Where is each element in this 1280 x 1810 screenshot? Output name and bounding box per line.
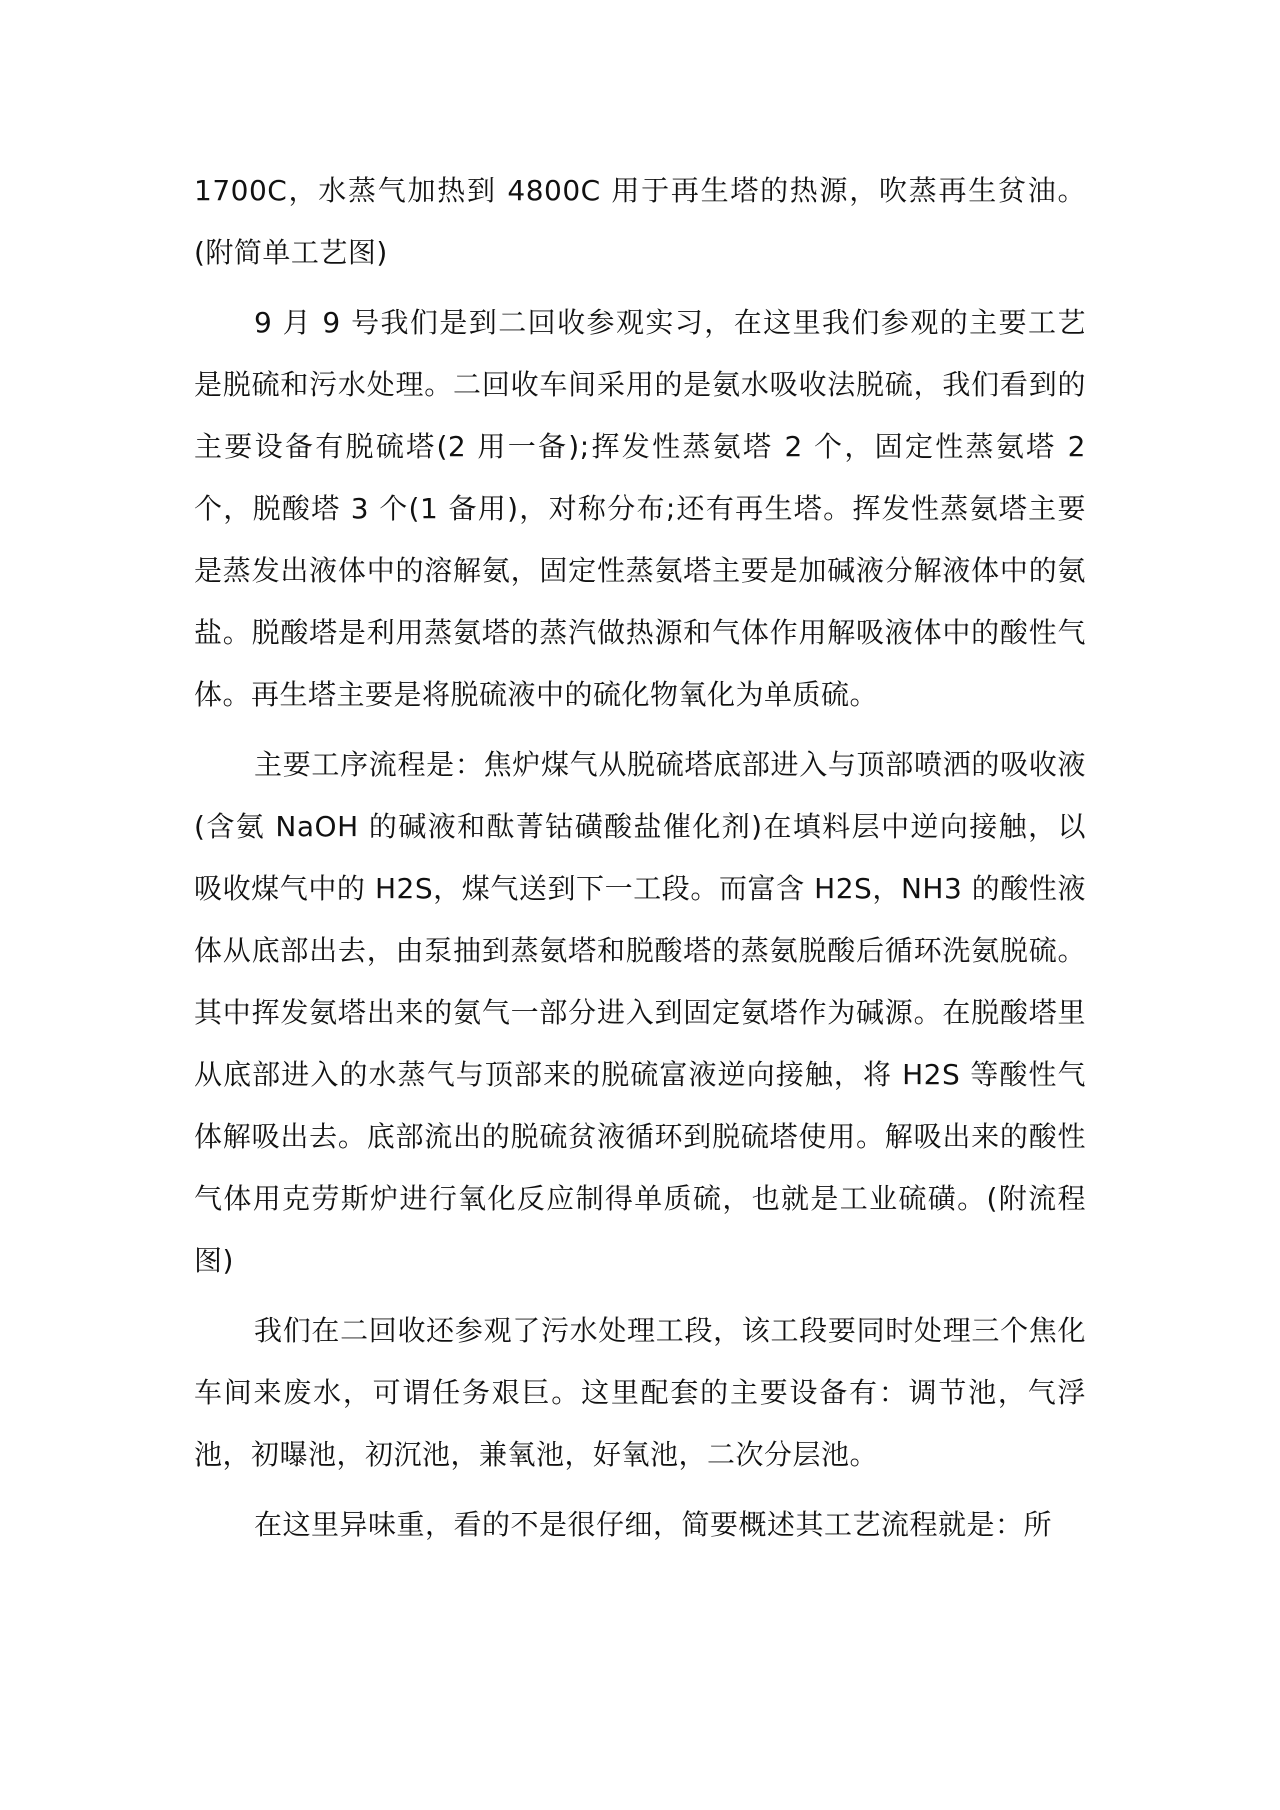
paragraph-intro-continuation: 1700C，水蒸气加热到 4800C 用于再生塔的热源，吹蒸再生贫油。(附简单工艺图) — [194, 174, 1086, 269]
document-body — [194, 160, 1086, 1564]
paragraph-process-flow: 主要工序流程是：焦炉煤气从脱硫塔底部进入与顶部喷洒的吸收液(含氨 NaOH 的碱液和酞菁钴磺酸盐催化剂)在填料层中逆向接触，以吸收煤气中的 H2S，煤气送到下一工段。而富含 H2S，NH3 的酸性液体从底部出去，由泵抽到蒸氨塔和脱酸塔的蒸氨脱酸后循环洗氨脱硫。其中挥发氨塔出来的氨气一部分进入到固定氨塔作为碱源。在脱酸塔里从底部进入的水蒸气与顶部来的脱硫富液逆向接触，将 H2S 等酸性气体解吸出去。底部流出的脱硫贫液循环到脱硫塔使用。解吸出来的酸性气体用克劳斯炉进行氧化反应制得单质硫，也就是工业硫磺。(附流程图) — [194, 748, 1086, 1277]
paragraph-wastewater-treatment: 我们在二回收还参观了污水处理工段，该工段要同时处理三个焦化车间来废水，可谓任务艰巨。这里配套的主要设备有：调节池，气浮池，初曝池，初沉池，兼氧池，好氧池，二次分层池。 — [194, 1314, 1086, 1471]
paragraph-desulfurization-visit: 9 月 9 号我们是到二回收参观实习，在这里我们参观的主要工艺是脱硫和污水处理。二回收车间采用的是氨水吸收法脱硫，我们看到的主要设备有脱硫塔(2 用一备);挥发性蒸氨塔 2 个，固定性蒸氨塔 2 个，脱酸塔 3 个(1 备用)，对称分布;还有再生塔。挥发性蒸氨塔主要是蒸发出液体中的溶解氨，固定性蒸氨塔主要是加碱液分解液体中的氨盐。脱酸塔是利用蒸氨塔的蒸汽做热源和气体作用解吸液体中的酸性气体。再生塔主要是将脱硫液中的硫化物氧化为单质硫。 — [194, 306, 1086, 711]
paragraph-wastewater-flow: 在这里异味重，看的不是很仔细，简要概述其工艺流程就是：所 — [254, 1508, 1053, 1541]
